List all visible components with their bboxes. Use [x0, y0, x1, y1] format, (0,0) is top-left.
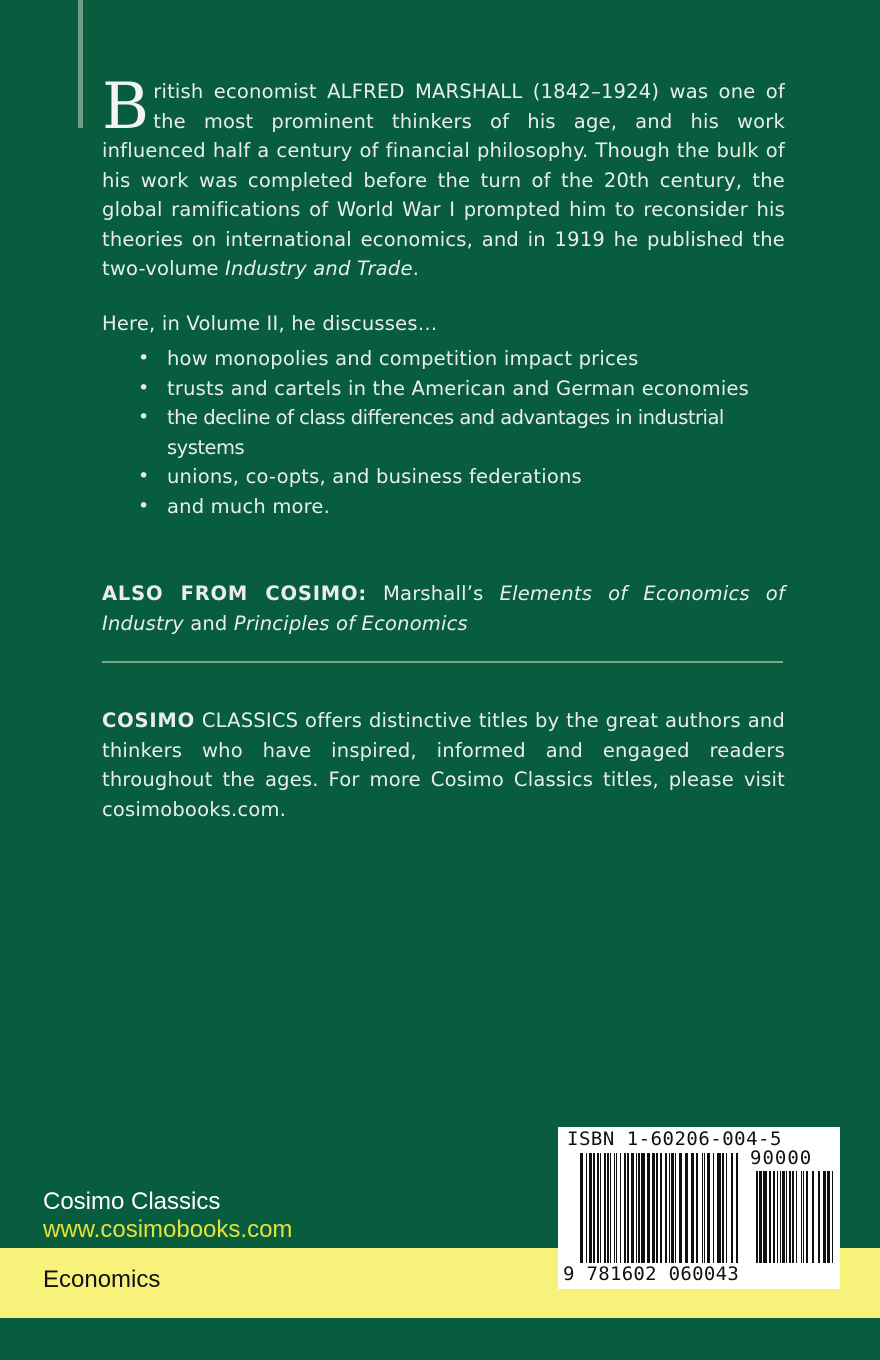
decorative-vertical-bar: [78, 0, 83, 128]
divider: [102, 661, 783, 663]
cosimo-classics-blurb: [102, 706, 785, 824]
volume-lead: Here, in Volume II, he discusses…: [102, 311, 438, 335]
drop-cap: B: [102, 70, 150, 144]
category-label: Economics: [43, 1266, 161, 1293]
isbn-barcode: [558, 1127, 840, 1289]
back-cover-description: [102, 70, 786, 638]
intro-paragraph: [102, 70, 785, 284]
also-joiner: and: [190, 611, 228, 635]
intro-end: .: [412, 257, 420, 280]
also-title-1: Elements of Economics of Industry: [102, 582, 786, 635]
topics-list: [102, 344, 785, 521]
classics-blurb-text: CLASSICS offers distinctive titles by the great authors and thinkers who have inspired, informed and engaged readers throughout the ages. For more Cosimo Classics titles, please visit cosimobooks.com.: [102, 709, 785, 821]
price-code: 90000: [750, 1147, 813, 1169]
topic-item: • how monopolies and competition impact prices: [138, 344, 785, 374]
also-from-label: ALSO FROM COSIMO:: [102, 582, 367, 605]
also-title-2: Principles of Economics: [233, 611, 468, 635]
publisher-url: www.cosimobooks.com: [43, 1216, 293, 1243]
barcode-digits: 9 781602 060043: [563, 1263, 740, 1285]
intro-book-title: Industry and Trade: [225, 257, 413, 280]
intro-text: ritish economist ALFRED MARSHALL (1842–1924) was one of the most prominent thinkers of his age, and his work influenced half a century of financial philosophy. Though the bulk of his work was completed before the turn of the 20th century, the global ramifications of World War I prompted him to reconsider his theories on international economics, and in 1919 he published the two-volume: [102, 80, 785, 280]
topic-item: • unions, co-opts, and business federations: [138, 462, 785, 492]
cosimo-brand-word: COSIMO: [102, 709, 195, 732]
topic-item: • and much more.: [138, 492, 785, 522]
also-prefix: Marshall’s: [383, 582, 484, 605]
also-from-cosimo: [102, 579, 785, 638]
topic-item: • the decline of class differences and advantages in industrial systems: [138, 403, 785, 462]
topic-item: • trusts and cartels in the American and German economies: [138, 374, 785, 404]
publisher-name: Cosimo Classics: [43, 1188, 221, 1215]
isbn-text: ISBN 1-60206-004-5: [567, 1128, 782, 1150]
